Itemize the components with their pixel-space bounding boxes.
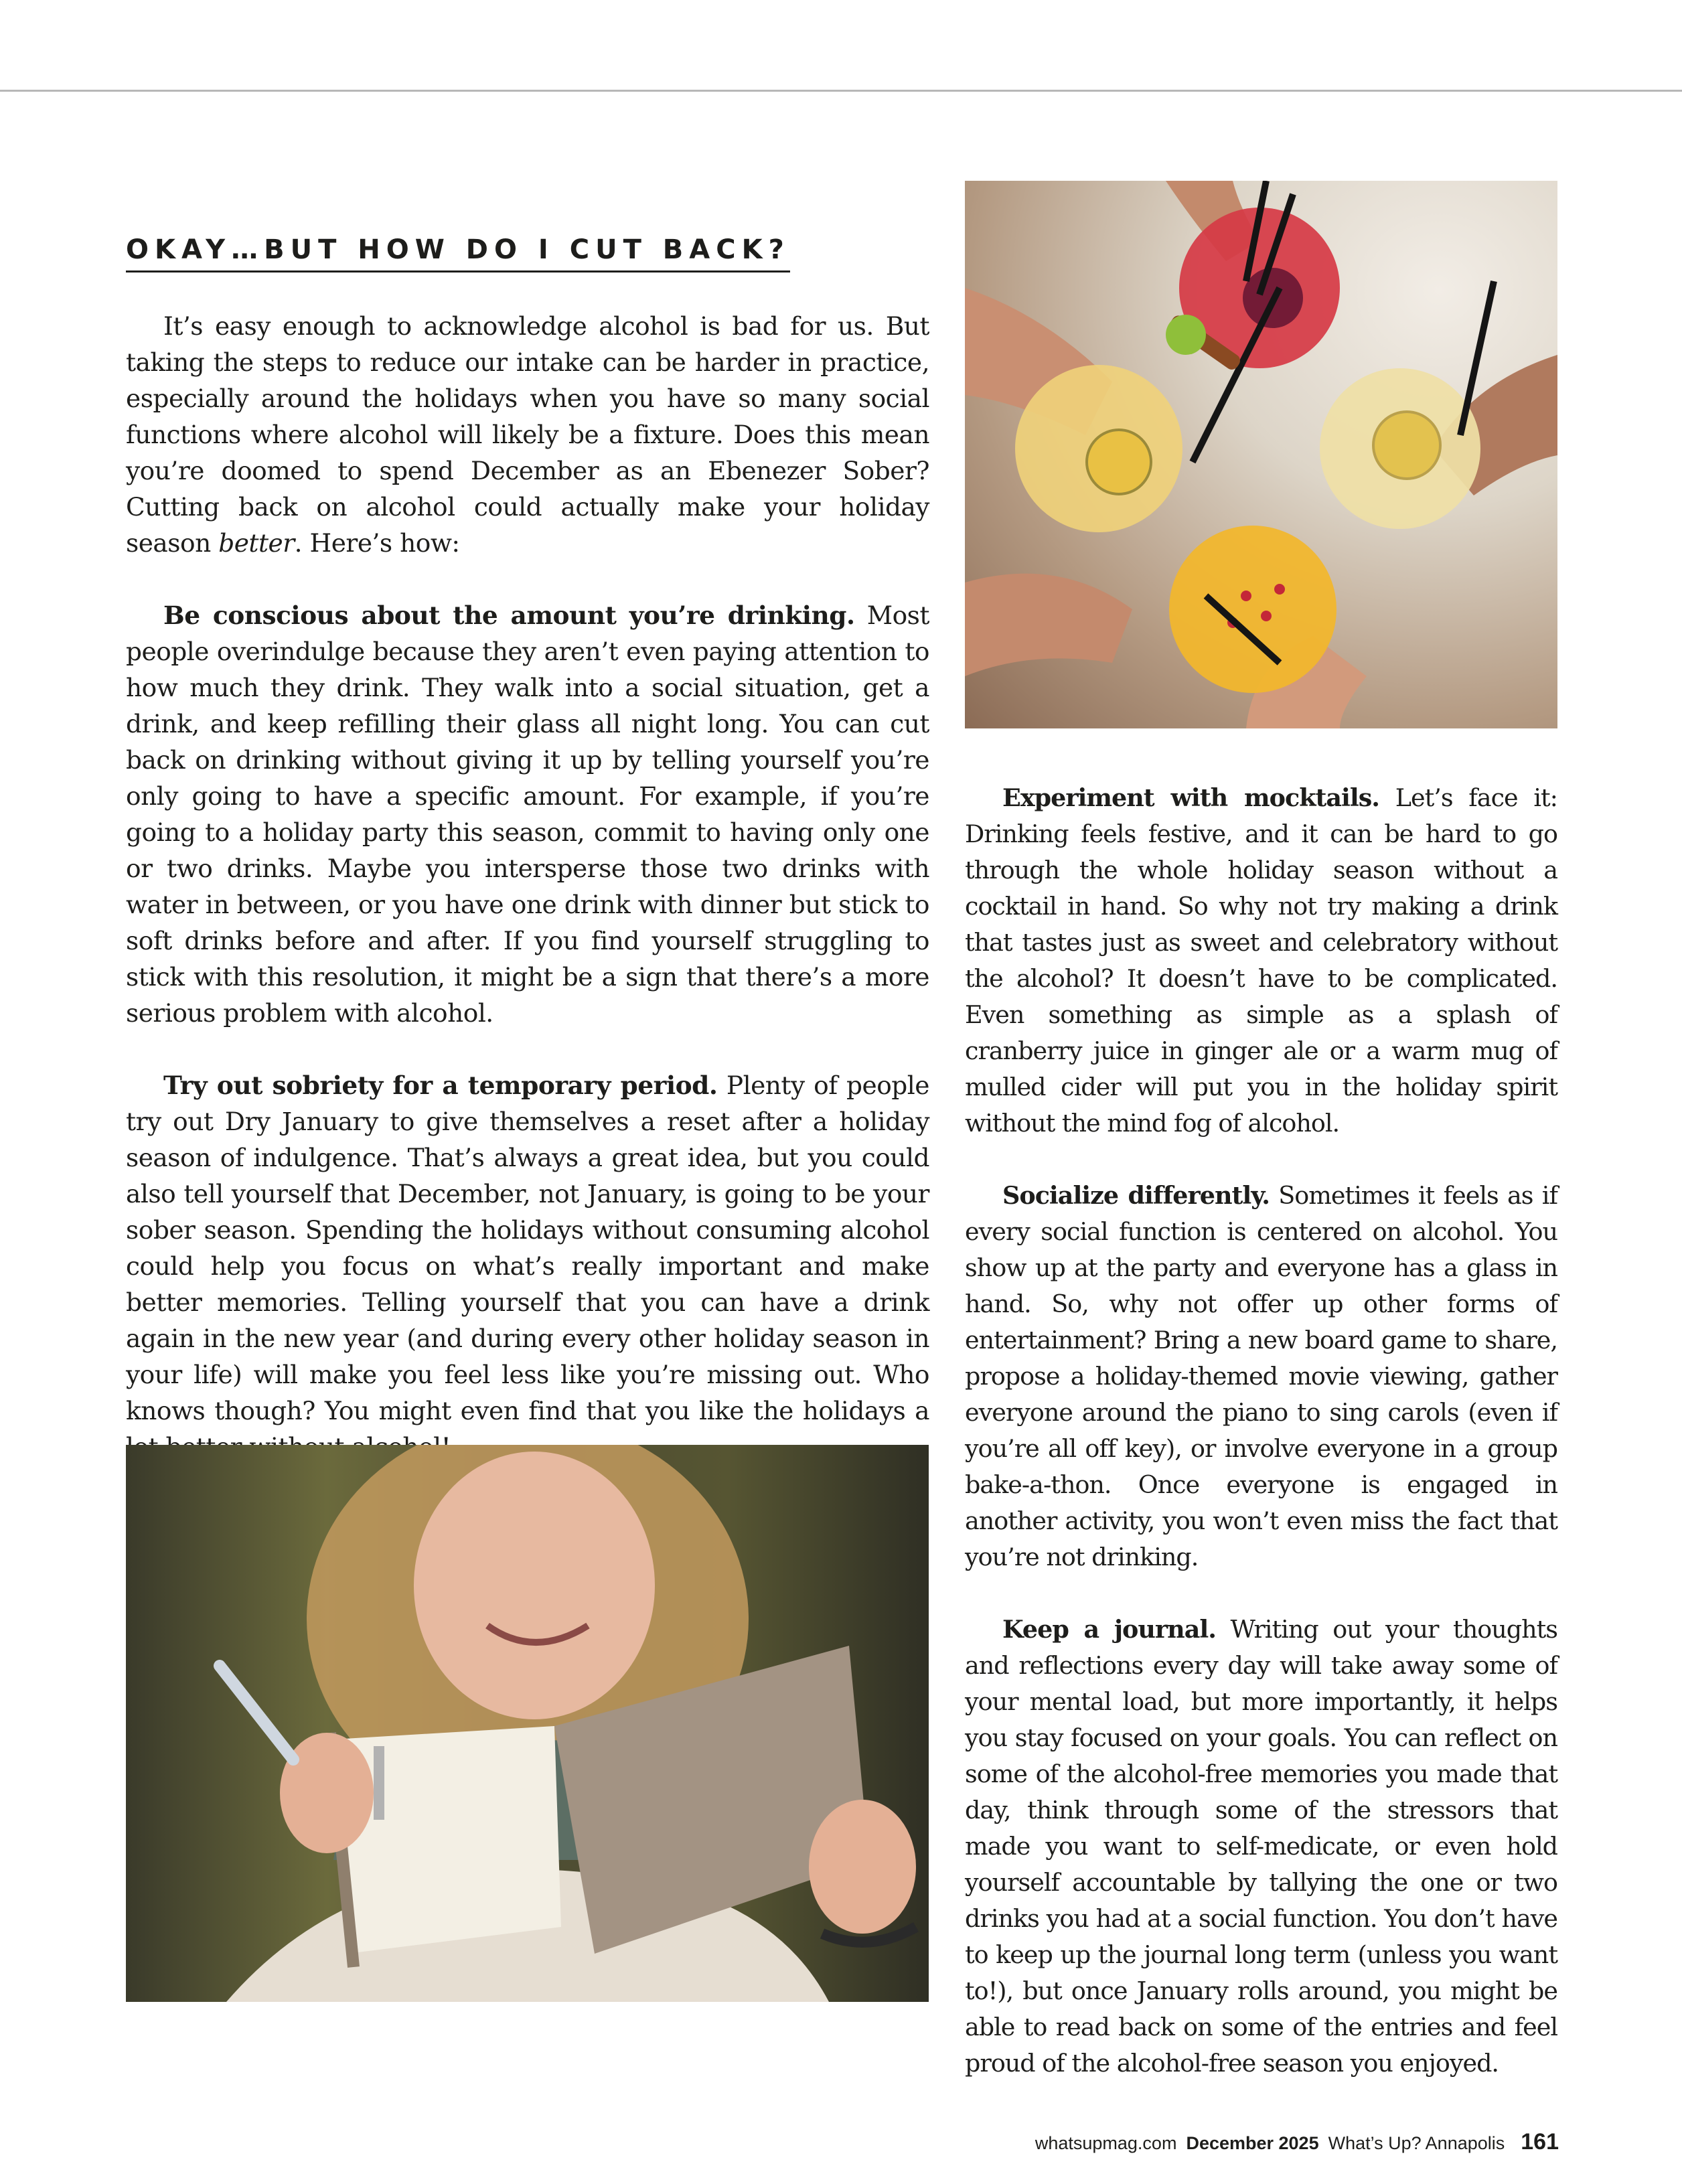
right-hand bbox=[809, 1800, 916, 1934]
tip-temporary-sobriety: Try out sobriety for a temporary period. Plenty of people try out Dry January to give themselves a reset after a holiday season of indulgence. That’s always a great idea, but you could also tell yourself that December, not January, is going to be your sober season. Spending the holidays without consuming alcohol could help you focus on what’s really important and make better memories. Telling yourself that you can have a drink again in the new year (and during every other holiday season in your life) will make you feel less like you’re missing out. Who knows though? You might even find that you like the holidays a bbox=[126, 1071, 929, 1425]
section-heading: OKAY…BUT HOW DO I CUT BACK? bbox=[126, 234, 790, 272]
lime-slice bbox=[1166, 315, 1206, 355]
cocktails-photo bbox=[965, 181, 1557, 728]
tip-title: Try out sobriety for a temporary period. bbox=[163, 1071, 718, 1100]
left-column bbox=[126, 308, 929, 1501]
face-shape bbox=[414, 1452, 655, 1719]
hand-shape bbox=[965, 574, 1132, 676]
bookmark-ribbon bbox=[374, 1746, 384, 1820]
tip-title: Keep a journal. bbox=[1002, 1615, 1216, 1644]
tip-title: Be conscious about the amount you’re drinking. bbox=[163, 601, 855, 630]
tip-title: Socialize differently. bbox=[1002, 1181, 1270, 1210]
page-footer bbox=[1035, 2129, 1559, 2155]
footer-issue-date: December 2025 bbox=[1186, 2133, 1319, 2153]
page-number: 161 bbox=[1521, 2129, 1559, 2155]
tip-mocktails: Experiment with mocktails. Let’s face it: Drinking feels festive, and it can be hard to go through the whole holiday season without a cocktail in hand. So why not try making a drink that tastes just as sweet and celebratory without the alcohol? It doesn’t have to be complicated. Even something as simple as a splash of cranberry juice in ginger ale or a warm mug of mulled cider will put you in the holiday spirit without the mind fog of alcohol. bbox=[965, 783, 1557, 1138]
right-column bbox=[965, 780, 1557, 2118]
orange-cocktail bbox=[1169, 526, 1336, 693]
cocktails-illustration bbox=[965, 181, 1557, 728]
journal-pages bbox=[333, 1726, 561, 1954]
journal-photo bbox=[126, 1445, 929, 2002]
journal-illustration bbox=[126, 1445, 929, 2002]
footer-website: whatsupmag.com bbox=[1035, 2133, 1177, 2153]
top-rule bbox=[0, 90, 1682, 92]
intro-paragraph: It’s easy enough to acknowledge alcohol is bad for us. But taking the steps to reduce our intake can be harder in practice, especially around the holidays when you have so many social functions where alcohol will likely be a fixture. Does this mean you’re doomed to spend December as an Ebenezer Sober? Cutting back on alcohol could actually make your holiday season better. Here’s how: bbox=[126, 311, 929, 558]
footer-publication: What’s Up? Annapolis bbox=[1328, 2133, 1505, 2153]
tip-socialize: Socialize differently. Sometimes it feels as if every social function is centered on alcohol. You show up at the party and everyone has a glass in hand. So, why not offer up other forms of entertainment? Bring a new board game to share, propose a holiday-themed movie viewing, gather everyone around the piano to sing carols (even if you’re all off key), or involve everyone in a group bake-a-thon. Once everyone is engaged in another activity, you won’t even miss the fact that you’re not drinking. bbox=[965, 1181, 1557, 1571]
tip-conscious-amount: Be conscious about the amount you’re drinking. Most people overindulge because they aren’t even paying attention to how much they drink. They walk into a social situation, get a drink, and keep refilling their glass all night long. You can cut back on drinking without giving it up by telling yourself you’re only going to have a specific amount. For example, if you’re going to a holiday party this season, commit to having only one or two drinks. Maybe you intersperse those two drinks with water in between, or you have one drink with dinner but stick to soft drinks before and after. If you find yourself struggling to stick with this resolution, it might be a sign that there’s a more serious problem with alcohol. bbox=[126, 601, 929, 1028]
pen bbox=[220, 1666, 293, 1760]
tip-journal: Keep a journal. Writing out your thoughts and reflections every day will take away some of your mental load, but more importantly, it helps you stay focused on your goals. You can reflect on some of the alcohol-free memories you made that day, think through some of the stressors that made you want to self-medicate, or even hold yourself accountable by tallying the one or two drinks you had at a social function. You don’t have to keep up the journal long term (unless you want to!), but once January rolls around, you might be able to read back on some of the entries and feel proud of the alcohol-free season you enjoyed. bbox=[965, 1615, 1557, 2078]
tip-title: Experiment with mocktails. bbox=[1002, 783, 1379, 812]
